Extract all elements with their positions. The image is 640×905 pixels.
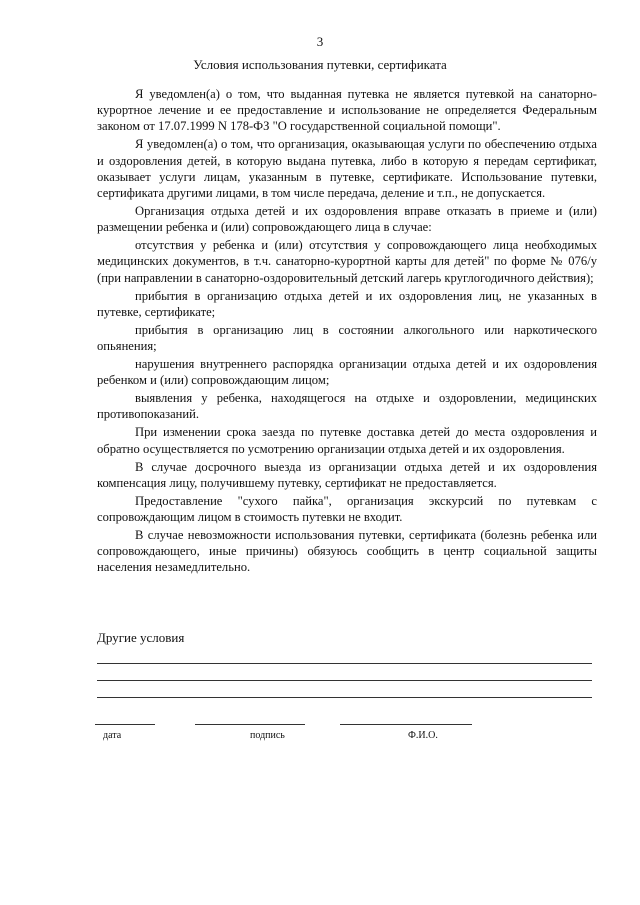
paragraph-case-rules: нарушения внутреннего распорядка организации отдыха детей и их оздоровления ребенком и (или) сопровождающим лицом; <box>97 357 597 388</box>
name-label: Ф.И.О. <box>408 730 438 741</box>
date-label: дата <box>103 730 122 741</box>
other-conditions-line-3 <box>97 697 592 698</box>
paragraph-case-unlisted: прибытия в организацию отдыха детей и их оздоровления лиц, не указанных в путевке, сертификате; <box>97 288 597 319</box>
conditions-body <box>97 86 597 577</box>
signature-label: подпись <box>250 730 285 741</box>
date-line <box>95 724 155 725</box>
paragraph-refusal-intro: Организация отдыха детей и их оздоровления вправе отказать в приеме и (или) размещении ребенка и (или) сопровождающего лица в случае: <box>97 204 597 235</box>
paragraph-case-medical: выявления у ребенка, находящегося на отдыхе и оздоровлении, медицинских противопоказаний. <box>97 391 597 422</box>
paragraph-case-intoxication: прибытия в организацию лиц в состоянии алкогольного или наркотического опьянения; <box>97 322 597 354</box>
paragraph-notice-2: Я уведомлен(а) о том, что организация, оказывающая услуги по обеспечению отдыха и оздоровления детей, в которую выдана путевка, либо в которую я передам сертификат, оказывает услуги лицам, указанным в путевке, сертификате. Использование путевки, сертификата другими лицами, в том числе передача, деление и т.п., не допускается. <box>97 137 597 201</box>
other-conditions-label: Другие условия <box>97 630 185 645</box>
paragraph-dry-ration: Предоставление "сухого пайка", организация экскурсий по путевкам с сопровождающим лицом в стоимость путевки не входит. <box>97 493 597 525</box>
paragraph-notice-1: Я уведомлен(а) о том, что выданная путевка не является путевкой на санаторно-курортное лечение и ее предоставление и использование не определяется Федеральным законом от 17.07.1999 N 178-ФЗ "О государственной социальной помощи". <box>97 87 597 134</box>
paragraph-delivery: При изменении срока заезда по путевке доставка детей до места оздоровления и обратно осуществляется по усмотрению организации отдыха детей и их оздоровления. <box>97 425 597 456</box>
page-title: Условия использования путевки, сертификата <box>193 57 447 72</box>
other-conditions-line-1 <box>97 663 592 664</box>
paragraph-case-documents: отсутствия у ребенка и (или) отсутствия у сопровождающего лица необходимых медицинских документов, в т.ч. санаторно-курортной карты для детей" по форме № 076/у (при направлении в санаторно-оздоровительный детский лагерь круглогодичного действия); <box>97 238 597 285</box>
paragraph-early-departure: В случае досрочного выезда из организации отдыха детей и их оздоровления компенсация лицу, получившему путевку, сертификат не предоставляется. <box>97 459 597 490</box>
name-line <box>340 724 472 725</box>
other-conditions-line-2 <box>97 680 592 681</box>
signature-line <box>195 724 305 725</box>
page-number: 3 <box>316 34 324 49</box>
paragraph-obligation: В случае невозможности использования путевки, сертификата (болезнь ребенка или сопровождающего, иные причины) обязуюсь сообщить в центр социальной защиты населения незамедлительно. <box>97 528 597 575</box>
